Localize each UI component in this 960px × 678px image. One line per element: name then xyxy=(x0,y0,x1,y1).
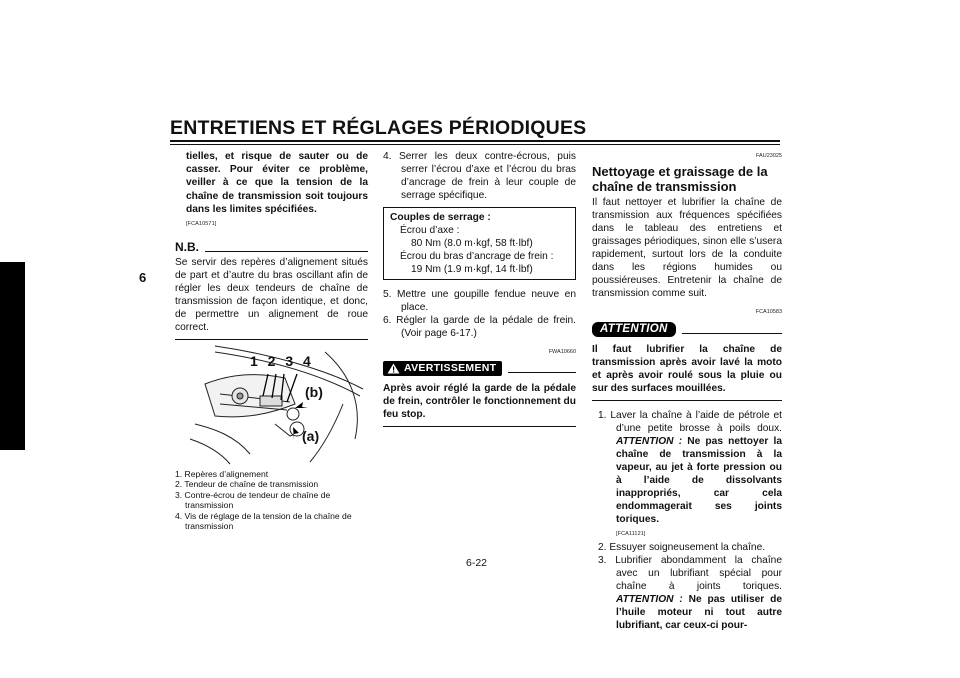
warning-badge xyxy=(383,361,502,376)
warning-triangle-icon xyxy=(387,363,400,374)
nb-end-rule xyxy=(175,339,368,340)
section-intro: Il faut nettoyer et lubrifier la chaîne de transmission aux fréquences spécifiées dans le tableau des entretiens et graissages périodiques, sinon elle s’usera rapidement, surtout lors de la conduite dans les régions humides ou poussiéreuses. Entretenir la chaîne de transmission comme suit. xyxy=(592,197,782,299)
torque-value-2: 19 Nm (1.9 m·kgf, 14 ft·lbf) xyxy=(411,264,533,275)
nb-text: Se servir des repères d’alignement situés de part et d’autre du bras oscillant afin de régler les deux tendeurs de chaîne de transmission de façon identique, et donc, de permettre un alignement de roue correct. xyxy=(175,257,368,334)
torque-item-1: Écrou d’axe : xyxy=(400,225,460,236)
figure-caption: 1. Repères d’alignement xyxy=(175,469,269,480)
clean-step-2: 2. Essuyer soigneusement la chaîne. xyxy=(598,542,766,553)
page-header-title: ENTRETIENS ET RÉGLAGES PÉRIODIQUES xyxy=(170,117,587,139)
header-rule xyxy=(170,140,780,142)
step-5: 5. Mettre une goupille fendue neuve en place. xyxy=(383,289,576,313)
nb-title: N.B. xyxy=(175,240,199,255)
nb-heading xyxy=(175,241,368,254)
chain-adjuster-figure xyxy=(175,344,368,466)
figure-caption-list xyxy=(175,469,368,531)
figure-label-a: (a) xyxy=(302,428,320,445)
torque-item-2: Écrou du bras d’ancrage de frein : xyxy=(400,251,554,262)
attention-end-rule xyxy=(592,400,782,401)
clean-step-3-attention-label: ATTENTION : xyxy=(616,594,683,605)
step-6: 6. Régler la garde de la pédale de frein. (Voir page 6-17.) xyxy=(383,315,576,339)
chapter-tab xyxy=(0,262,25,450)
clean-step-3-text: 3. Lubrifier abondamment la chaîne avec un lubrifiant spécial pour chaîne à joints toriques. xyxy=(598,555,782,592)
torque-value-1: 80 Nm (8.0 m·kgf, 58 ft·lbf) xyxy=(411,238,533,249)
caution-continued-text: tielles, et risque de sauter ou de casser. Pour éviter ce problème, veiller à ce que la tension de la chaîne de transmission soit toujours dans les limites spécifiées. xyxy=(186,151,368,215)
clean-step-1-code-row xyxy=(598,526,782,541)
header-rule-thin xyxy=(170,144,780,145)
figure-callout-numbers: 1 2 3 4 xyxy=(250,353,314,370)
warning-code: FWA10660 xyxy=(548,349,576,355)
clean-step-3-attention-text: Ne pas utiliser de l’huile moteur ni tout autre lubrifiant, car ceux-ci pour- xyxy=(616,594,782,631)
cleaning-steps xyxy=(592,409,782,632)
left-column xyxy=(175,150,368,531)
steps-list-a xyxy=(383,150,576,202)
clean-step-3 xyxy=(598,554,782,632)
figure-caption: 2. Tendeur de chaîne de transmission xyxy=(175,479,319,490)
clean-step-1-attention-label: ATTENTION : xyxy=(616,436,683,447)
figure-caption: 3. Contre-écrou de tendeur de chaîne de transmission xyxy=(175,489,331,511)
warning-end-rule xyxy=(383,426,576,427)
warning-heading xyxy=(383,361,576,376)
chapter-number: 6 xyxy=(139,270,147,285)
figure-caption: 4. Vis de réglage de la tension de la chaîne de transmission xyxy=(175,510,352,532)
caution-code: [FCA10571] xyxy=(186,221,217,228)
steps-list-b xyxy=(383,288,576,340)
clean-step-1 xyxy=(598,409,782,526)
warning-rule xyxy=(508,372,576,373)
clean-step-1-text: 1. Laver la chaîne à l’aide de pétrole et d’une petite brosse à poils doux. xyxy=(598,410,782,434)
page-number: 6-22 xyxy=(466,557,488,569)
clean-step-1-code: [FCA11121] xyxy=(616,531,646,537)
attention-text: Il faut lubrifier la chaîne de transmission après avoir lavé la moto et après avoir roulé sous la pluie ou sur des surfaces mouillées. xyxy=(592,344,782,394)
middle-column xyxy=(383,150,576,427)
warning-label: AVERTISSEMENT xyxy=(404,362,497,374)
nb-rule xyxy=(205,251,368,252)
attention-code: FCA10583 xyxy=(755,309,782,315)
torque-spec-box xyxy=(383,207,576,280)
attention-badge: ATTENTION xyxy=(592,322,676,337)
section-title: Nettoyage et graissage de la chaîne de transmission xyxy=(592,164,768,194)
warning-text: Après avoir réglé la garde de la pédale de frein, contrôler le fonctionnement du feu stop. xyxy=(383,383,576,420)
clean-step-1-attention-text: Ne pas nettoyer la chaîne de transmission à la vapeur, au jet à forte pression ou à l’aide de dissolvants inappropriés, car cela endommagerait ses joints toriques. xyxy=(616,436,782,525)
attention-heading xyxy=(592,322,782,337)
attention-rule xyxy=(682,333,782,334)
section-code: FAU23025 xyxy=(756,153,782,159)
torque-title: Couples de serrage : xyxy=(390,212,491,223)
figure-label-b: (b) xyxy=(305,384,323,401)
step-4: 4. Serrer les deux contre-écrous, puis serrer l’écrou d’axe et l’écrou du bras d’ancrage de frein à leur couple de serrage spécifique. xyxy=(383,151,576,201)
right-column xyxy=(592,150,782,632)
